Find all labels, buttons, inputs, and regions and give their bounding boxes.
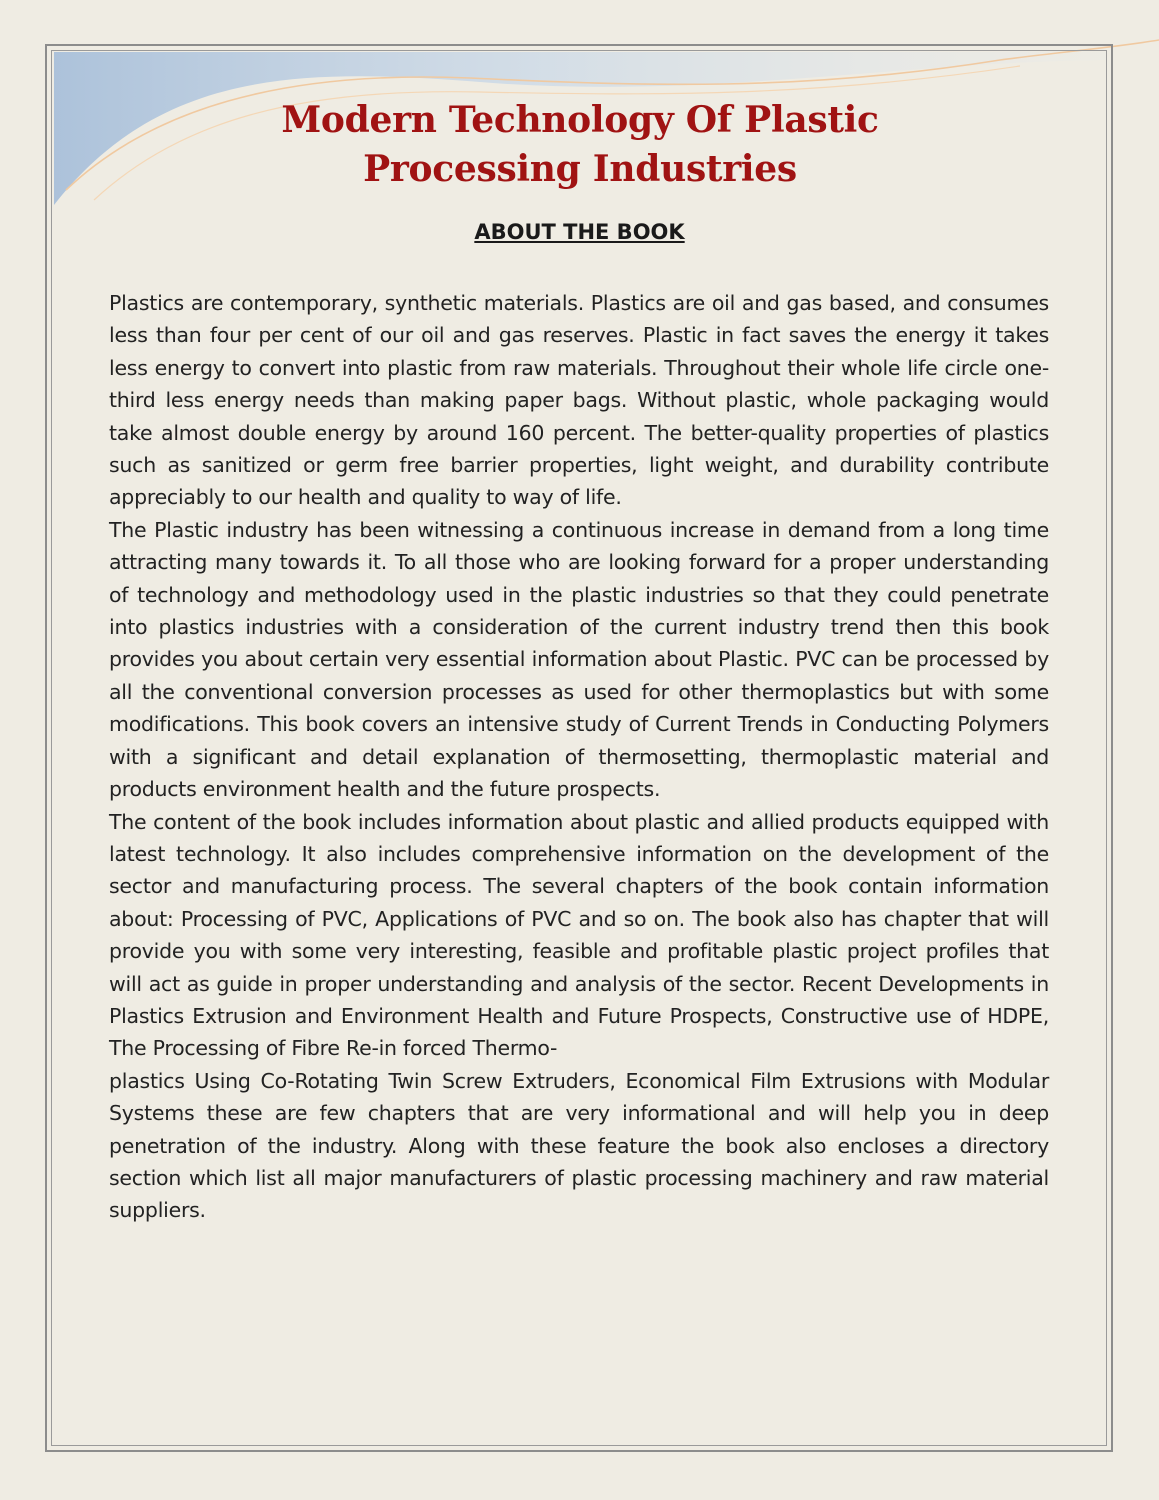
title-line-2: Processing Industries [363,148,797,190]
title-line-1: Modern Technology Of Plastic [281,99,879,141]
book-title [80,96,1080,194]
paragraph: The content of the book includes information about plastic and allied products equipped with latest technology. It also includes comprehensive information on the development of the sector and manufacturing process. The several chapters of the book contain information about: Processing of PVC, Applications of PVC and so on. The book also has chapter that will provide you with some very interesting, feasible and profitable plastic project profiles that will act as guide in proper understanding and analysis of the sector. Recent Developments in Plastics Extrusion and Environment Health and Future Prospects, Constructive use of HDPE, The Processing of Fibre Re-in forced Thermo- [109,809,1049,1061]
paragraph: Plastics are contemporary, synthetic materials. Plastics are oil and gas based, and consumes less than four per cent of our oil and gas reserves. Plastic in fact saves the energy it takes less energy to convert into plastic from raw materials. Throughout their whole life circle one-third less energy needs than making paper bags. Without plastic, whole packaging would take almost double energy by around 160 percent. The better-quality properties of plastics such as sanitized or germ free barrier properties, light weight, and durability contribute appreciably to our health and quality to way of life. [109,291,1049,510]
section-heading: ABOUT THE BOOK [474,220,685,244]
book-description [109,287,1049,1227]
paragraph: The Plastic industry has been witnessing a continuous increase in demand from a long time attracting many towards it. To all those who are looking forward for a proper understanding of technology and methodology used in the plastic industries so that they could penetrate into plastics industries with a consideration of the current industry trend then this book provides you about certain very essential information about Plastic. PVC can be processed by all the conventional conversion processes as used for other thermoplastics but with some modifications. This book covers an intensive study of Current Trends in Conducting Polymers with a significant and detail explanation of thermosetting, thermoplastic material and products environment health and the future prospects. [109,517,1049,802]
paragraph: plastics Using Co-Rotating Twin Screw Extruders, Economical Film Extrusions with Modular Systems these are few chapters that are very informational and will help you in deep penetration of the industry. Along with these feature the book also encloses a directory section which list all major manufacturers of plastic processing machinery and raw material suppliers. [109,1068,1049,1223]
